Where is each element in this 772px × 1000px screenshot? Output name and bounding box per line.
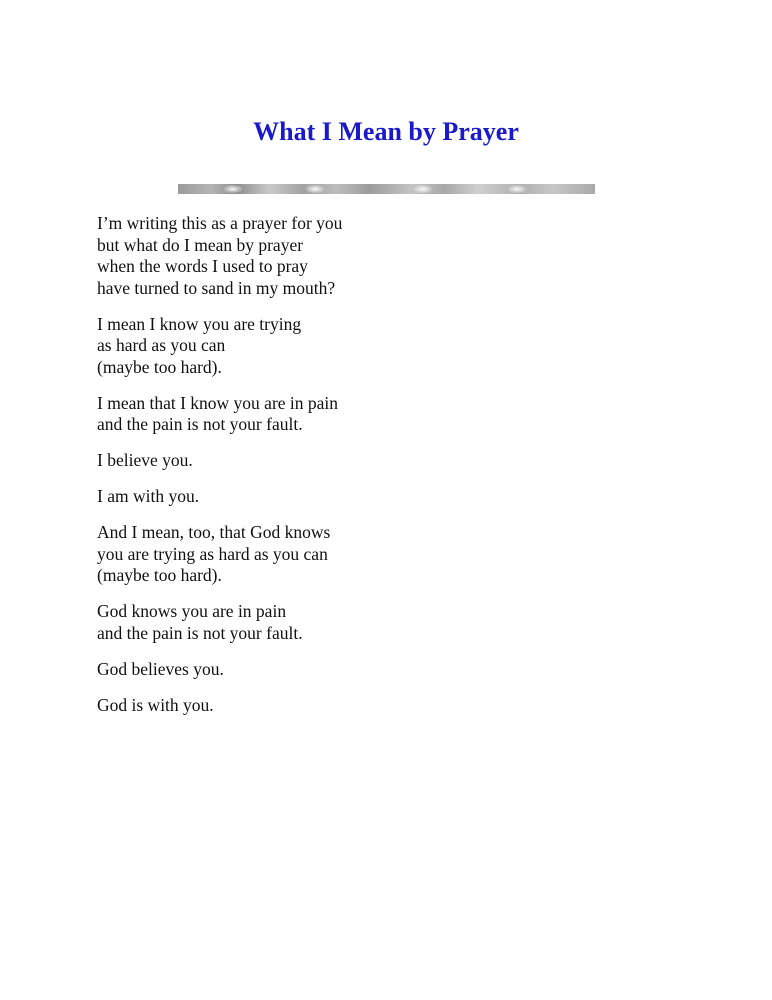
stanza	[97, 393, 697, 436]
stanza	[97, 486, 697, 508]
poem-line: have turned to sand in my mouth?	[97, 277, 336, 298]
poem-line: and the pain is not your fault.	[97, 622, 303, 643]
poem-line: God knows you are in pain	[97, 601, 287, 621]
stanza	[97, 213, 697, 299]
sparkle-decoration	[224, 185, 242, 193]
page-title: What I Mean by Prayer	[253, 117, 519, 146]
poem-line: I believe you.	[97, 450, 193, 470]
stanza	[97, 601, 697, 644]
poem-line: you are trying as hard as you can	[97, 543, 328, 564]
poem-line: (maybe too hard).	[97, 565, 222, 585]
poem-line: when the words I used to pray	[97, 256, 308, 276]
poem-line: but what do I mean by prayer	[97, 234, 304, 255]
poem-line: I’m writing this as a prayer for you	[97, 213, 343, 233]
stanza	[97, 695, 697, 717]
poem-body	[97, 213, 697, 731]
sparkle-decoration	[306, 185, 324, 193]
poem-line: And I mean, too, that God knows	[97, 522, 331, 542]
stanza	[97, 314, 697, 379]
poem-line: God believes you.	[97, 658, 224, 679]
poem-line: and the pain is not your fault.	[97, 414, 303, 434]
poem-line: God is with you.	[97, 694, 214, 715]
sparkle-decoration	[414, 185, 432, 193]
decorative-divider	[178, 184, 595, 194]
poem-line: I mean that I know you are in pain	[97, 392, 339, 413]
poem-line: (maybe too hard).	[97, 356, 222, 377]
stanza	[97, 450, 697, 472]
poem-line: I mean I know you are trying	[97, 313, 302, 334]
poem-line: as hard as you can	[97, 335, 226, 355]
sparkle-decoration	[508, 185, 526, 193]
poem-line: I am with you.	[97, 486, 200, 506]
stanza	[97, 522, 697, 587]
stanza	[97, 659, 697, 681]
